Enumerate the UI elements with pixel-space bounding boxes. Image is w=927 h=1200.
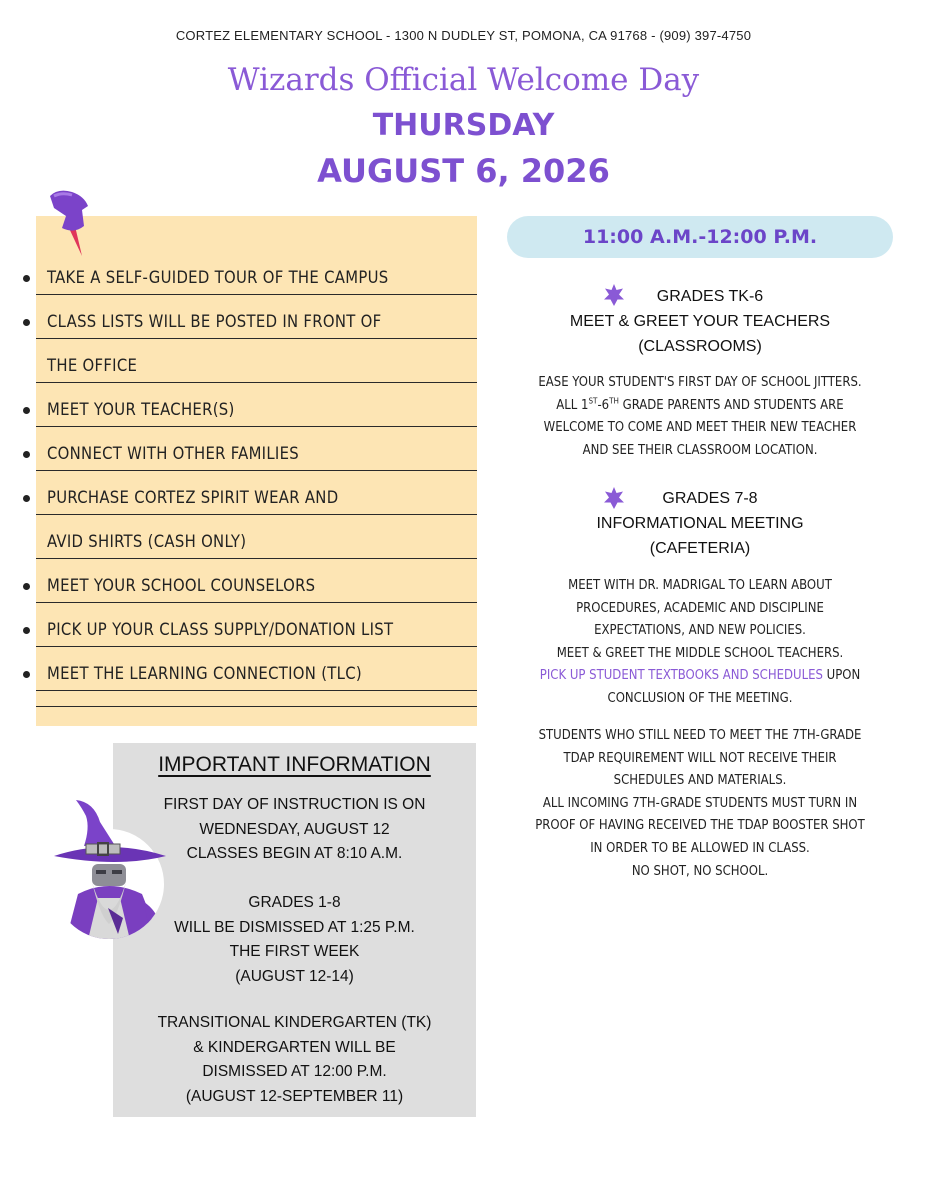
list-item-text: MEET YOUR TEACHER(S) [47,400,235,419]
tk6-text-line: AND SEE THEIR CLASSROOM LOCATION. [582,442,818,458]
tdap-line: IN ORDER TO BE ALLOWED IN CLASS. [590,840,810,856]
g78-text-line [508,665,892,688]
text-part: GRADE PARENTS AND STUDENTS ARE [618,397,844,413]
tk6-description [508,372,892,462]
list-item [0,566,441,610]
info-line: (AUGUST 12-SEPTEMBER 11) [185,1087,404,1105]
important-info-heading-text: IMPORTANT INFORMATION [158,753,431,776]
info-line: GRADES 1-8 [248,894,341,911]
list-item [0,258,441,302]
tk6-text-line: WELCOME TO COME AND MEET THEIR NEW TEACHER [543,420,857,436]
note-line [36,706,477,707]
info-line: WEDNESDAY, AUGUST 12 [199,820,390,838]
g78-text-line: MEET & GREET THE MIDDLE SCHOOL TEACHERS. [556,645,844,661]
g78-heading-line: INFORMATIONAL MEETING [596,515,804,532]
tk6-heading-line: MEET & GREET YOUR TEACHERS [569,313,831,330]
list-item [0,302,441,346]
tk6-heading-line: (CLASSROOMS) [638,338,762,355]
list-item-text: CLASS LISTS WILL BE POSTED IN FRONT OF [47,312,382,331]
bullet-dot [23,627,30,634]
ordinal-suffix: ST [588,396,598,406]
list-item [0,654,441,698]
list-item [0,346,441,390]
bullet-dot [23,275,30,282]
text-part: UPON [822,668,861,684]
list-item [0,390,441,434]
info-line: DISMISSED AT 12:00 P.M. [202,1063,387,1080]
g78-heading [508,486,892,561]
list-item [0,478,441,522]
info-line: TRANSITIONAL KINDERGARTEN (TK) [157,1014,432,1031]
info-line: FIRST DAY OF INSTRUCTION IS ON [163,796,426,813]
g78-text-line: MEET WITH DR. MADRIGAL TO LEARN ABOUT [568,578,832,593]
list-item-text: TAKE A SELF-GUIDED TOUR OF THE CAMPUS [47,268,389,287]
info-line: (AUGUST 12-14) [235,967,354,985]
list-item-text: THE OFFICE [47,356,138,375]
bullet-dot [23,319,30,326]
wizard-illustration [48,798,170,940]
g78-text-line: CONCLUSION OF THE MEETING. [607,690,793,706]
info-line: THE FIRST WEEK [229,943,360,960]
list-item-text: PICK UP YOUR CLASS SUPPLY/DONATION LIST [47,620,394,639]
tk6-heading-line: GRADES TK-6 [656,288,764,305]
text-part: ALL 1 [556,397,589,413]
info-line: WILL BE DISMISSED AT 1:25 P.M. [174,918,415,936]
tdap-line: NO SHOT, NO SCHOOL. [631,863,769,879]
tdap-line: PROOF OF HAVING RECEIVED THE TDAP BOOSTER SHOT [535,818,865,834]
school-address: CORTEZ ELEMENTARY SCHOOL - 1300 N DUDLEY ST, POMONA, CA 91768 - (909) 397-4750 [175,28,752,43]
bullet-dot [23,451,30,458]
bullet-dot [23,583,30,590]
tk6-text-line [508,395,892,418]
important-info-heading [113,753,476,777]
push-pin-icon [44,186,96,258]
dismissal-tk-info [113,1011,476,1109]
g78-heading-line: GRADES 7-8 [662,490,758,507]
g78-text-line: PROCEDURES, ACADEMIC AND DISCIPLINE [576,600,824,616]
g78-heading-line: (CAFETERIA) [649,540,751,557]
g78-text-line: EXPECTATIONS, AND NEW POLICIES. [594,623,806,639]
tdap-line: TDAP REQUIREMENT WILL NOT RECEIVE THEIR [563,750,837,766]
list-item [0,434,441,478]
text-part: -6 [597,397,610,413]
list-item-text: AVID SHIRTS (CASH ONLY) [47,532,247,551]
bullet-dot [23,495,30,502]
bullet-dot [23,671,30,678]
time-badge: 11:00 A.M.-12:00 P.M. [507,216,893,258]
tk6-text-line: EASE YOUR STUDENT'S FIRST DAY OF SCHOOL JITTERS. [538,375,862,390]
tdap-line: STUDENTS WHO STILL NEED TO MEET THE 7TH-GRADE [538,728,862,743]
list-item-text: MEET THE LEARNING CONNECTION (TLC) [47,664,362,683]
list-item [0,522,441,566]
g78-description [508,575,892,711]
tdap-notice [508,725,892,883]
event-day: THURSDAY [372,108,555,143]
bullet-dot [23,407,30,414]
event-date: AUGUST 6, 2026 [317,152,610,190]
list-item-text: MEET YOUR SCHOOL COUNSELORS [47,576,316,595]
info-line: & KINDERGARTEN WILL BE [193,1038,396,1056]
tdap-line: ALL INCOMING 7TH-GRADE STUDENTS MUST TURN IN [542,795,858,811]
tk6-heading [508,284,892,359]
textbooks-link[interactable]: PICK UP STUDENT TEXTBOOKS AND SCHEDULES [539,668,823,684]
tdap-line: SCHEDULES AND MATERIALS. [613,773,787,789]
info-line: CLASSES BEGIN AT 8:10 A.M. [186,845,403,862]
event-title: Wizards Official Welcome Day [227,62,700,98]
list-item-text: CONNECT WITH OTHER FAMILIES [47,444,299,463]
ordinal-suffix: TH [609,396,619,406]
list-item [0,610,441,654]
list-item-text: PURCHASE CORTEZ SPIRIT WEAR AND [47,488,339,507]
